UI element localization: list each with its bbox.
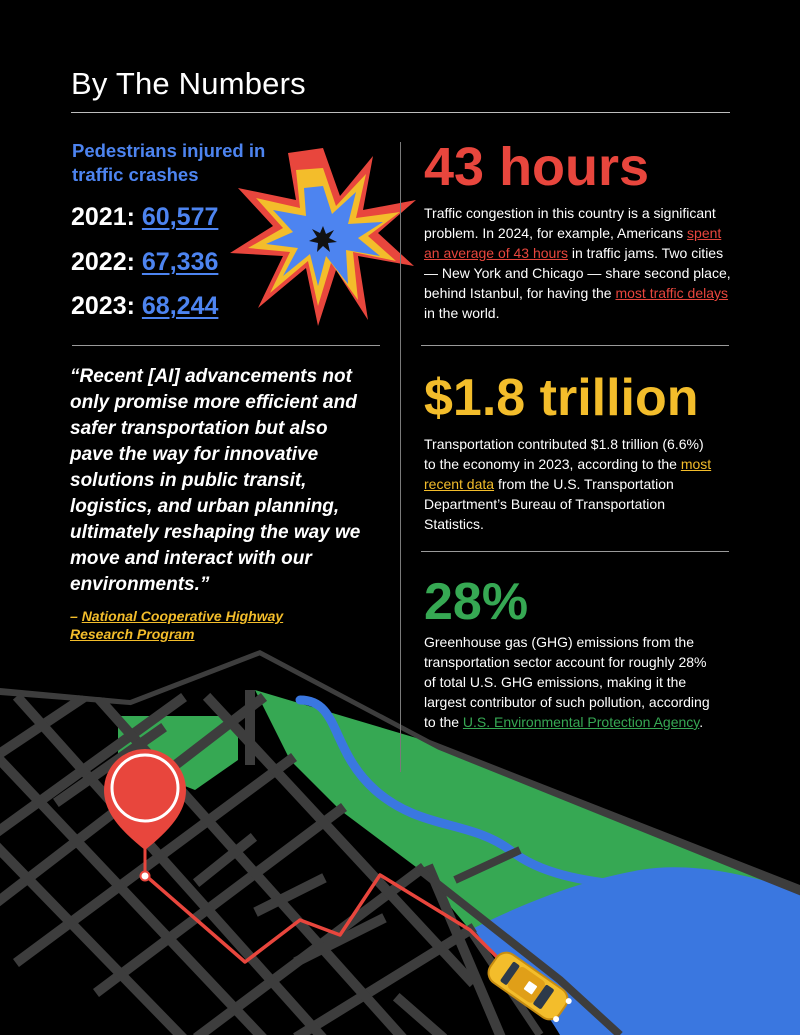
ghg-text-2: . [699, 714, 704, 730]
left-divider [72, 345, 380, 346]
year-label: 2023: [71, 292, 135, 320]
column-divider [400, 142, 401, 772]
stat-row-2023 [71, 292, 218, 321]
injury-count-link[interactable]: 60,577 [141, 203, 219, 231]
pedestrians-heading: Pedestrians injured in traffic crashes [72, 140, 266, 185]
quote-dash: – [70, 608, 82, 624]
quote-source [70, 607, 330, 643]
stat-row-2021 [71, 203, 218, 232]
hours-text-1: Traffic congestion in this country is a significant problem. In 2024, for example, Americans [424, 205, 716, 241]
stat-row-2022 [71, 248, 218, 277]
hours-text-2: in traffic jams. Two cities — New York and Chicago — share second place, behind Istanbul, for having the [424, 245, 731, 301]
ghg-text-1: Greenhouse gas (GHG) emissions from the transportation sector account for roughly 28% of total U.S. GHG emissions, making it the largest contributor of such pollution, according to the [424, 634, 710, 730]
year-label: 2021: [71, 203, 135, 231]
trillion-text-1: Transportation contributed $1.8 trillion (6.6%) to the economy in 2023, according to the [424, 436, 704, 472]
hours-link-average[interactable]: spent an average of 43 hours [424, 225, 722, 261]
hours-headline: 43 hours [424, 137, 650, 197]
ghg-body [424, 632, 714, 732]
hours-body [424, 203, 734, 323]
right-divider-2 [421, 551, 729, 552]
right-divider-1 [421, 345, 729, 346]
year-label: 2022: [71, 248, 135, 276]
injury-count-link[interactable]: 67,336 [141, 248, 219, 276]
title-divider [71, 112, 730, 113]
hours-text-3: in the world. [424, 305, 500, 321]
trillion-headline: $1.8 trillion [424, 369, 699, 427]
injury-count-link[interactable]: 68,244 [141, 292, 219, 320]
trillion-text-2: from the U.S. Transportation Department’s Bureau of Transportation Statistics. [424, 476, 674, 532]
trillion-body [424, 434, 714, 534]
page-title: By The Numbers [71, 66, 306, 101]
hours-link-delays[interactable]: most traffic delays [615, 285, 729, 301]
quote-source-link[interactable]: National Cooperative Highway Research Program [70, 608, 284, 642]
ghg-headline: 28% [424, 573, 529, 631]
trillion-link-data[interactable]: most recent data [424, 456, 712, 492]
ghg-link-epa[interactable]: U.S. Environmental Protection Agency [462, 714, 700, 730]
quote-text: “Recent [AI] advancements not only promise more efficient and safer transportation but also pave the way for innovative solutions in public transit, logistics, and urban planning, ultimately reshaping the way we move and interact with our environments.” [70, 366, 361, 595]
